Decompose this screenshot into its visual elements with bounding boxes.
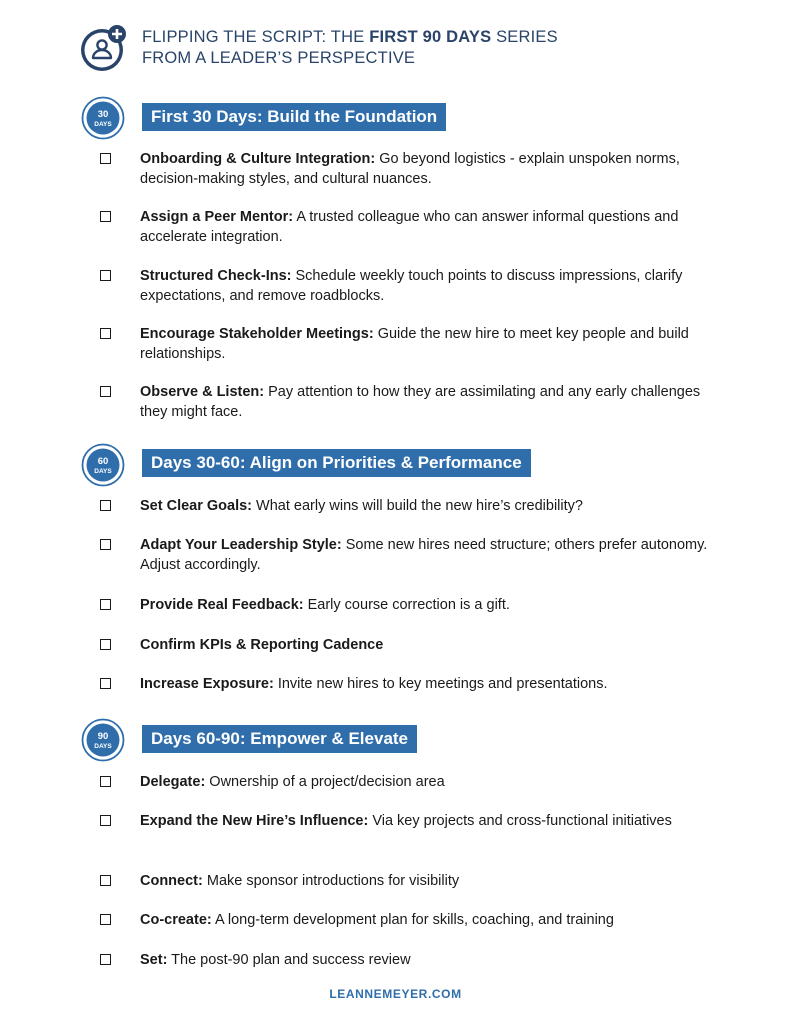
item-text: Increase Exposure: Invite new hires to key meetings and presentations. xyxy=(140,676,608,692)
item-text: Assign a Peer Mentor: A trusted colleague who can answer informal questions and accelerate integration. xyxy=(140,209,679,245)
badge-label: DAYS xyxy=(94,468,112,475)
days-30-badge-icon xyxy=(81,96,125,140)
checkbox[interactable] xyxy=(100,599,111,610)
checkbox[interactable] xyxy=(100,815,111,826)
badge-label: DAYS xyxy=(94,743,112,750)
document-title xyxy=(142,27,702,69)
section-heading: Days 60-90: Empower & Elevate xyxy=(142,725,417,753)
item-text: Provide Real Feedback: Early course correction is a gift. xyxy=(140,597,510,613)
checkbox[interactable] xyxy=(100,211,111,222)
person-plus-icon xyxy=(80,24,128,72)
checkbox[interactable] xyxy=(100,954,111,965)
days-90-badge-icon xyxy=(81,718,125,762)
badge-label: DAYS xyxy=(94,121,112,128)
item-text: Set: The post-90 plan and success review xyxy=(140,952,411,968)
item-text: Expand the New Hire’s Influence: Via key projects and cross-functional initiatives xyxy=(140,813,672,829)
checkbox[interactable] xyxy=(100,678,111,689)
checkbox[interactable] xyxy=(100,270,111,281)
days-60-badge-icon xyxy=(81,443,125,487)
section-heading: Days 30-60: Align on Priorities & Performance xyxy=(142,449,531,477)
item-text: Onboarding & Culture Integration: Go beyond logistics - explain unspoken norms, decision-making styles, and cultural nuances. xyxy=(140,151,680,187)
checkbox[interactable] xyxy=(100,914,111,925)
item-text: Delegate: Ownership of a project/decision area xyxy=(140,774,445,790)
checkbox[interactable] xyxy=(100,875,111,886)
title-line-2: FROM A LEADER’S PERSPECTIVE xyxy=(142,49,416,67)
checkbox[interactable] xyxy=(100,386,111,397)
item-text: Structured Check-Ins: Schedule weekly touch points to discuss impressions, clarify expectations, and remove roadblocks. xyxy=(140,268,683,304)
section-heading: First 30 Days: Build the Foundation xyxy=(142,103,446,131)
checkbox[interactable] xyxy=(100,153,111,164)
item-text: Connect: Make sponsor introductions for visibility xyxy=(140,873,460,889)
checkbox[interactable] xyxy=(100,328,111,339)
item-text: Encourage Stakeholder Meetings: Guide the new hire to meet key people and build relationships. xyxy=(140,326,689,362)
checkbox[interactable] xyxy=(100,500,111,511)
checkbox[interactable] xyxy=(100,776,111,787)
item-text: Co-create: A long-term development plan for skills, coaching, and training xyxy=(140,912,614,928)
badge-number: 90 xyxy=(97,731,109,742)
item-text: Adapt Your Leadership Style: Some new hires need structure; others prefer autonomy. Adjust accordingly. xyxy=(140,537,708,573)
website-link[interactable]: LEANNEMEYER.COM xyxy=(329,987,462,1001)
checkbox[interactable] xyxy=(100,639,111,650)
badge-number: 30 xyxy=(97,109,109,120)
title-line-1: FLIPPING THE SCRIPT: THE FIRST 90 DAYS SERIES xyxy=(142,28,558,46)
item-text: Observe & Listen: Pay attention to how they are assimilating and any early challenges they might face. xyxy=(140,384,701,420)
item-text: Set Clear Goals: What early wins will build the new hire’s credibility? xyxy=(140,498,583,514)
checkbox[interactable] xyxy=(100,539,111,550)
item-text: Confirm KPIs & Reporting Cadence xyxy=(140,637,384,653)
badge-number: 60 xyxy=(97,456,109,467)
